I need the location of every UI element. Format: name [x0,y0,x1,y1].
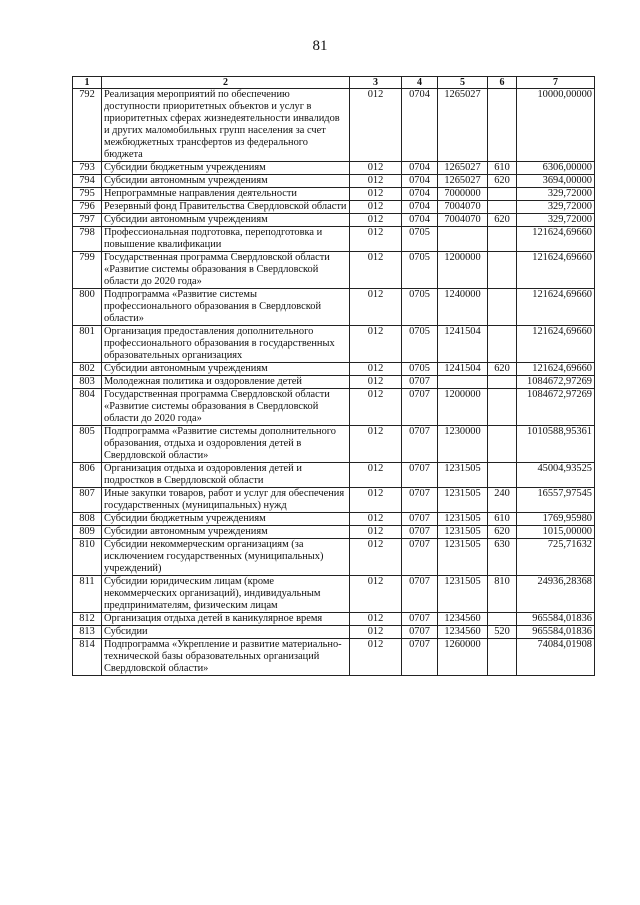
section-code-cell: 0707 [402,376,438,389]
section-code-cell: 0707 [402,488,438,513]
ministry-code-cell: 012 [350,613,402,626]
target-code-cell: 1231505 [438,539,488,576]
section-code-cell: 0705 [402,289,438,326]
table-row [73,463,595,488]
section-code-cell: 0707 [402,639,438,676]
row-number-cell: 804 [73,389,102,426]
expense-type-code-cell [488,201,517,214]
amount-cell: 329,72000 [517,214,595,227]
target-code-cell [438,227,488,252]
row-number-cell: 812 [73,613,102,626]
target-code-cell: 1260000 [438,639,488,676]
row-name-cell: Субсидии бюджетным учреждениям [102,162,350,175]
table-row [73,613,595,626]
amount-cell: 1084672,97269 [517,376,595,389]
target-code-cell: 1265027 [438,89,488,162]
ministry-code-cell: 012 [350,162,402,175]
ministry-code-cell: 012 [350,576,402,613]
row-name-cell: Подпрограмма «Укрепление и развитие материально-технической базы образовательных организаций Свердловской области» [102,639,350,676]
amount-cell: 965584,01836 [517,626,595,639]
target-code-cell: 1241504 [438,326,488,363]
row-number-cell: 792 [73,89,102,162]
amount-cell: 965584,01836 [517,613,595,626]
amount-cell: 329,72000 [517,201,595,214]
expense-type-code-cell [488,289,517,326]
section-code-cell: 0705 [402,363,438,376]
row-name-cell: Субсидии некоммерческим организациям (за исключением государственных (муниципальных) учреждений) [102,539,350,576]
row-name-cell: Молодежная политика и оздоровление детей [102,376,350,389]
table-row [73,162,595,175]
expense-type-code-cell: 620 [488,526,517,539]
table-row [73,227,595,252]
expense-type-code-cell: 620 [488,363,517,376]
table-row [73,576,595,613]
expense-type-code-cell: 620 [488,175,517,188]
table-row [73,639,595,676]
ministry-code-cell: 012 [350,363,402,376]
row-number-cell: 802 [73,363,102,376]
row-number-cell: 809 [73,526,102,539]
row-name-cell: Организация отдыха и оздоровления детей и подростков в Свердловской области [102,463,350,488]
expense-type-code-cell [488,252,517,289]
expense-type-code-cell [488,639,517,676]
header-col-7: 7 [517,77,595,89]
row-number-cell: 810 [73,539,102,576]
section-code-cell: 0707 [402,526,438,539]
target-code-cell: 1231505 [438,526,488,539]
target-code-cell: 1234560 [438,626,488,639]
header-col-3: 3 [350,77,402,89]
section-code-cell: 0704 [402,162,438,175]
row-number-cell: 805 [73,426,102,463]
ministry-code-cell: 012 [350,376,402,389]
ministry-code-cell: 012 [350,326,402,363]
row-number-cell: 797 [73,214,102,227]
section-code-cell: 0705 [402,326,438,363]
row-name-cell: Профессиональная подготовка, переподготовка и повышение квалификации [102,227,350,252]
row-name-cell: Субсидии автономным учреждениям [102,363,350,376]
ministry-code-cell: 012 [350,539,402,576]
amount-cell: 121624,69660 [517,326,595,363]
expense-type-code-cell: 630 [488,539,517,576]
row-number-cell: 799 [73,252,102,289]
row-number-cell: 808 [73,513,102,526]
header-row [73,77,595,89]
expense-type-code-cell: 620 [488,214,517,227]
amount-cell: 45004,93525 [517,463,595,488]
header-col-5: 5 [438,77,488,89]
row-number-cell: 798 [73,227,102,252]
target-code-cell: 7000000 [438,188,488,201]
header-col-1: 1 [73,77,102,89]
target-code-cell: 1231505 [438,488,488,513]
target-code-cell: 1240000 [438,289,488,326]
ministry-code-cell: 012 [350,639,402,676]
ministry-code-cell: 012 [350,188,402,201]
target-code-cell: 1234560 [438,613,488,626]
table-row [73,526,595,539]
section-code-cell: 0707 [402,626,438,639]
amount-cell: 1015,00000 [517,526,595,539]
row-name-cell: Субсидии бюджетным учреждениям [102,513,350,526]
ministry-code-cell: 012 [350,175,402,188]
table-row [73,201,595,214]
section-code-cell: 0704 [402,89,438,162]
ministry-code-cell: 012 [350,389,402,426]
amount-cell: 24936,28368 [517,576,595,613]
target-code-cell: 1231505 [438,463,488,488]
table-row [73,376,595,389]
row-name-cell: Субсидии автономным учреждениям [102,214,350,227]
ministry-code-cell: 012 [350,426,402,463]
section-code-cell: 0707 [402,539,438,576]
row-number-cell: 803 [73,376,102,389]
section-code-cell: 0707 [402,463,438,488]
expense-type-code-cell: 810 [488,576,517,613]
target-code-cell: 1231505 [438,576,488,613]
table-row [73,289,595,326]
row-number-cell: 813 [73,626,102,639]
ministry-code-cell: 012 [350,626,402,639]
target-code-cell: 1265027 [438,162,488,175]
ministry-code-cell: 012 [350,289,402,326]
row-number-cell: 800 [73,289,102,326]
page-number: 81 [312,38,328,54]
target-code-cell: 1200000 [438,252,488,289]
expense-type-code-cell [488,426,517,463]
row-number-cell: 807 [73,488,102,513]
amount-cell: 16557,97545 [517,488,595,513]
ministry-code-cell: 012 [350,201,402,214]
section-code-cell: 0704 [402,188,438,201]
row-number-cell: 793 [73,162,102,175]
section-code-cell: 0707 [402,426,438,463]
amount-cell: 3694,00000 [517,175,595,188]
amount-cell: 121624,69660 [517,289,595,326]
row-number-cell: 794 [73,175,102,188]
table-row [73,363,595,376]
amount-cell: 725,71632 [517,539,595,576]
target-code-cell: 7004070 [438,201,488,214]
section-code-cell: 0707 [402,389,438,426]
section-code-cell: 0705 [402,252,438,289]
section-code-cell: 0705 [402,227,438,252]
section-code-cell: 0704 [402,201,438,214]
ministry-code-cell: 012 [350,463,402,488]
row-name-cell: Субсидии юридическим лицам (кроме некоммерческих организаций), индивидуальным предпринимателям, физическим лицам [102,576,350,613]
amount-cell: 1010588,95361 [517,426,595,463]
expense-type-code-cell: 610 [488,513,517,526]
table-row [73,175,595,188]
expense-type-code-cell: 520 [488,626,517,639]
target-code-cell: 1200000 [438,389,488,426]
target-code-cell: 7004070 [438,214,488,227]
row-number-cell: 806 [73,463,102,488]
row-name-cell: Субсидии автономным учреждениям [102,175,350,188]
expense-type-code-cell [488,326,517,363]
amount-cell: 121624,69660 [517,363,595,376]
expense-type-code-cell: 240 [488,488,517,513]
amount-cell: 1084672,97269 [517,389,595,426]
table-row [73,426,595,463]
row-name-cell: Субсидии [102,626,350,639]
amount-cell: 121624,69660 [517,252,595,289]
table-row [73,89,595,162]
section-code-cell: 0707 [402,576,438,613]
table-row [73,188,595,201]
row-name-cell: Подпрограмма «Развитие системы профессионального образования в Свердловской области» [102,289,350,326]
table-row [73,252,595,289]
header-col-6: 6 [488,77,517,89]
ministry-code-cell: 012 [350,214,402,227]
row-name-cell: Реализация мероприятий по обеспечению доступности приоритетных объектов и услуг в приоритетных сферах жизнедеятельности инвалидов и других маломобильных групп населения за счет межбюджетных трансфертов из федерального бюджета [102,89,350,162]
row-name-cell: Организация отдыха детей в каникулярное время [102,613,350,626]
ministry-code-cell: 012 [350,526,402,539]
target-code-cell: 1241504 [438,363,488,376]
expense-type-code-cell [488,389,517,426]
expense-type-code-cell [488,376,517,389]
section-code-cell: 0704 [402,214,438,227]
section-code-cell: 0704 [402,175,438,188]
amount-cell: 121624,69660 [517,227,595,252]
amount-cell: 1769,95980 [517,513,595,526]
table-body [73,89,595,676]
ministry-code-cell: 012 [350,227,402,252]
table-row [73,513,595,526]
expense-type-code-cell [488,463,517,488]
row-name-cell: Субсидии автономным учреждениям [102,526,350,539]
ministry-code-cell: 012 [350,252,402,289]
table-row [73,539,595,576]
table-row [73,626,595,639]
row-number-cell: 796 [73,201,102,214]
row-name-cell: Государственная программа Свердловской области «Развитие системы образования в Свердловской области до 2020 года» [102,252,350,289]
target-code-cell: 1265027 [438,175,488,188]
row-name-cell: Организация предоставления дополнительного профессионального образования в государственных образовательных организациях [102,326,350,363]
row-name-cell: Непрограммные направления деятельности [102,188,350,201]
row-name-cell: Резервный фонд Правительства Свердловской области [102,201,350,214]
row-number-cell: 811 [73,576,102,613]
target-code-cell [438,376,488,389]
expense-type-code-cell [488,188,517,201]
section-code-cell: 0707 [402,613,438,626]
expense-type-code-cell [488,89,517,162]
amount-cell: 74084,01908 [517,639,595,676]
ministry-code-cell: 012 [350,488,402,513]
ministry-code-cell: 012 [350,89,402,162]
row-number-cell: 801 [73,326,102,363]
header-col-2: 2 [102,77,350,89]
amount-cell: 329,72000 [517,188,595,201]
row-name-cell: Подпрограмма «Развитие системы дополнительного образования, отдыха и оздоровления детей в Свердловской области» [102,426,350,463]
ministry-code-cell: 012 [350,513,402,526]
header-col-4: 4 [402,77,438,89]
row-name-cell: Иные закупки товаров, работ и услуг для обеспечения государственных (муниципальных) нужд [102,488,350,513]
expense-type-code-cell [488,613,517,626]
section-code-cell: 0707 [402,513,438,526]
table-row [73,488,595,513]
target-code-cell: 1231505 [438,513,488,526]
expense-type-code-cell [488,227,517,252]
table-row [73,326,595,363]
expense-type-code-cell: 610 [488,162,517,175]
target-code-cell: 1230000 [438,426,488,463]
row-number-cell: 814 [73,639,102,676]
row-number-cell: 795 [73,188,102,201]
budget-table [72,76,595,676]
amount-cell: 6306,00000 [517,162,595,175]
table-row [73,214,595,227]
amount-cell: 10000,00000 [517,89,595,162]
row-name-cell: Государственная программа Свердловской области «Развитие системы образования в Свердловской области до 2020 года» [102,389,350,426]
table-row [73,389,595,426]
